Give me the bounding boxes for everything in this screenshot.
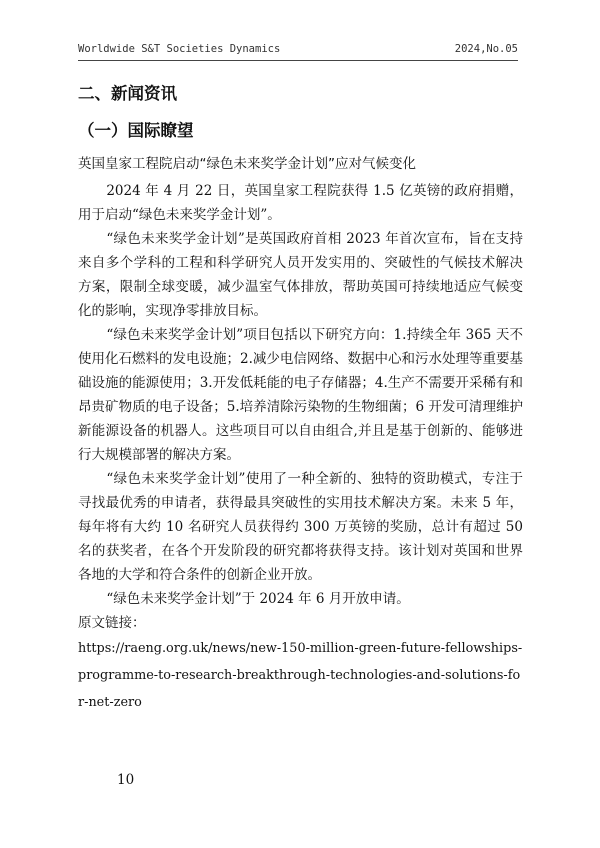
paragraph: 2024 年 4 月 22 日，英国皇家工程院获得 1.5 亿英镑的政府捐赠，用于启动“绿色未来奖学金计划”。 xyxy=(78,183,523,223)
paragraph: “绿色未来奖学金计划”使用了一种全新的、独特的资助模式，专注于寻找最优秀的申请者，获得最具突破性的实用技术解决方案。未来 5 年，每年将有大约 10 名研究人员获得约 300 万英镑的奖励，总计有超过 50 名的获奖者，在各个开发阶段的研究都将获得支持。该计划对英国和世界各地的大学和符合条件的创新企业开放。 xyxy=(78,471,523,583)
source-link[interactable]: https://raeng.org.uk/news/new-150-million-green-future-fellowships-programme-to-research-breakthrough-technologies-and-solutions-for-net-zero xyxy=(78,641,523,710)
publication-name: Worldwide S&T Societies Dynamics xyxy=(78,43,281,55)
header-rule xyxy=(78,60,518,61)
article-title: 英国皇家工程院启动“绿色未来奖学金计划”应对气候变化 xyxy=(78,156,416,172)
paragraph: “绿色未来奖学金计划”项目包括以下研究方向：1.持续全年 365 天不使用化石燃料的发电设施；2.减少电信网络、数据中心和污水处理等重要基础设施的能源使用；3.开发低耗能的电子存储器；4.生产不需要开采稀有和昂贵矿物质的电子设备；5.培养清除污染物的生物细菌；6 开发可清理维护新能源设备的机器人。这些项目可以自由组合,并且是基于创新的、能够进行大规模部署的解决方案。 xyxy=(78,327,523,463)
page-number: 10 xyxy=(117,772,135,788)
paragraph: “绿色未来奖学金计划”于 2024 年 6 月开放申请。 xyxy=(106,591,410,607)
running-header xyxy=(78,43,518,55)
source-label: 原文链接： xyxy=(78,615,146,631)
issue-number: 2024,No.05 xyxy=(454,43,518,55)
subsection-title: （一）国际瞭望 xyxy=(78,121,194,140)
section-title: 二、新闻资讯 xyxy=(78,84,177,103)
paragraph: “绿色未来奖学金计划”是英国政府首相 2023 年首次宣布，旨在支持来自多个学科的工程和科学研究人员开发实用的、突破性的气候技术解决方案，限制全球变暖，减少温室气体排放，帮助英国可持续地适应气候变化的影响，实现净零排放目标。 xyxy=(78,231,523,319)
article-body xyxy=(78,179,523,716)
